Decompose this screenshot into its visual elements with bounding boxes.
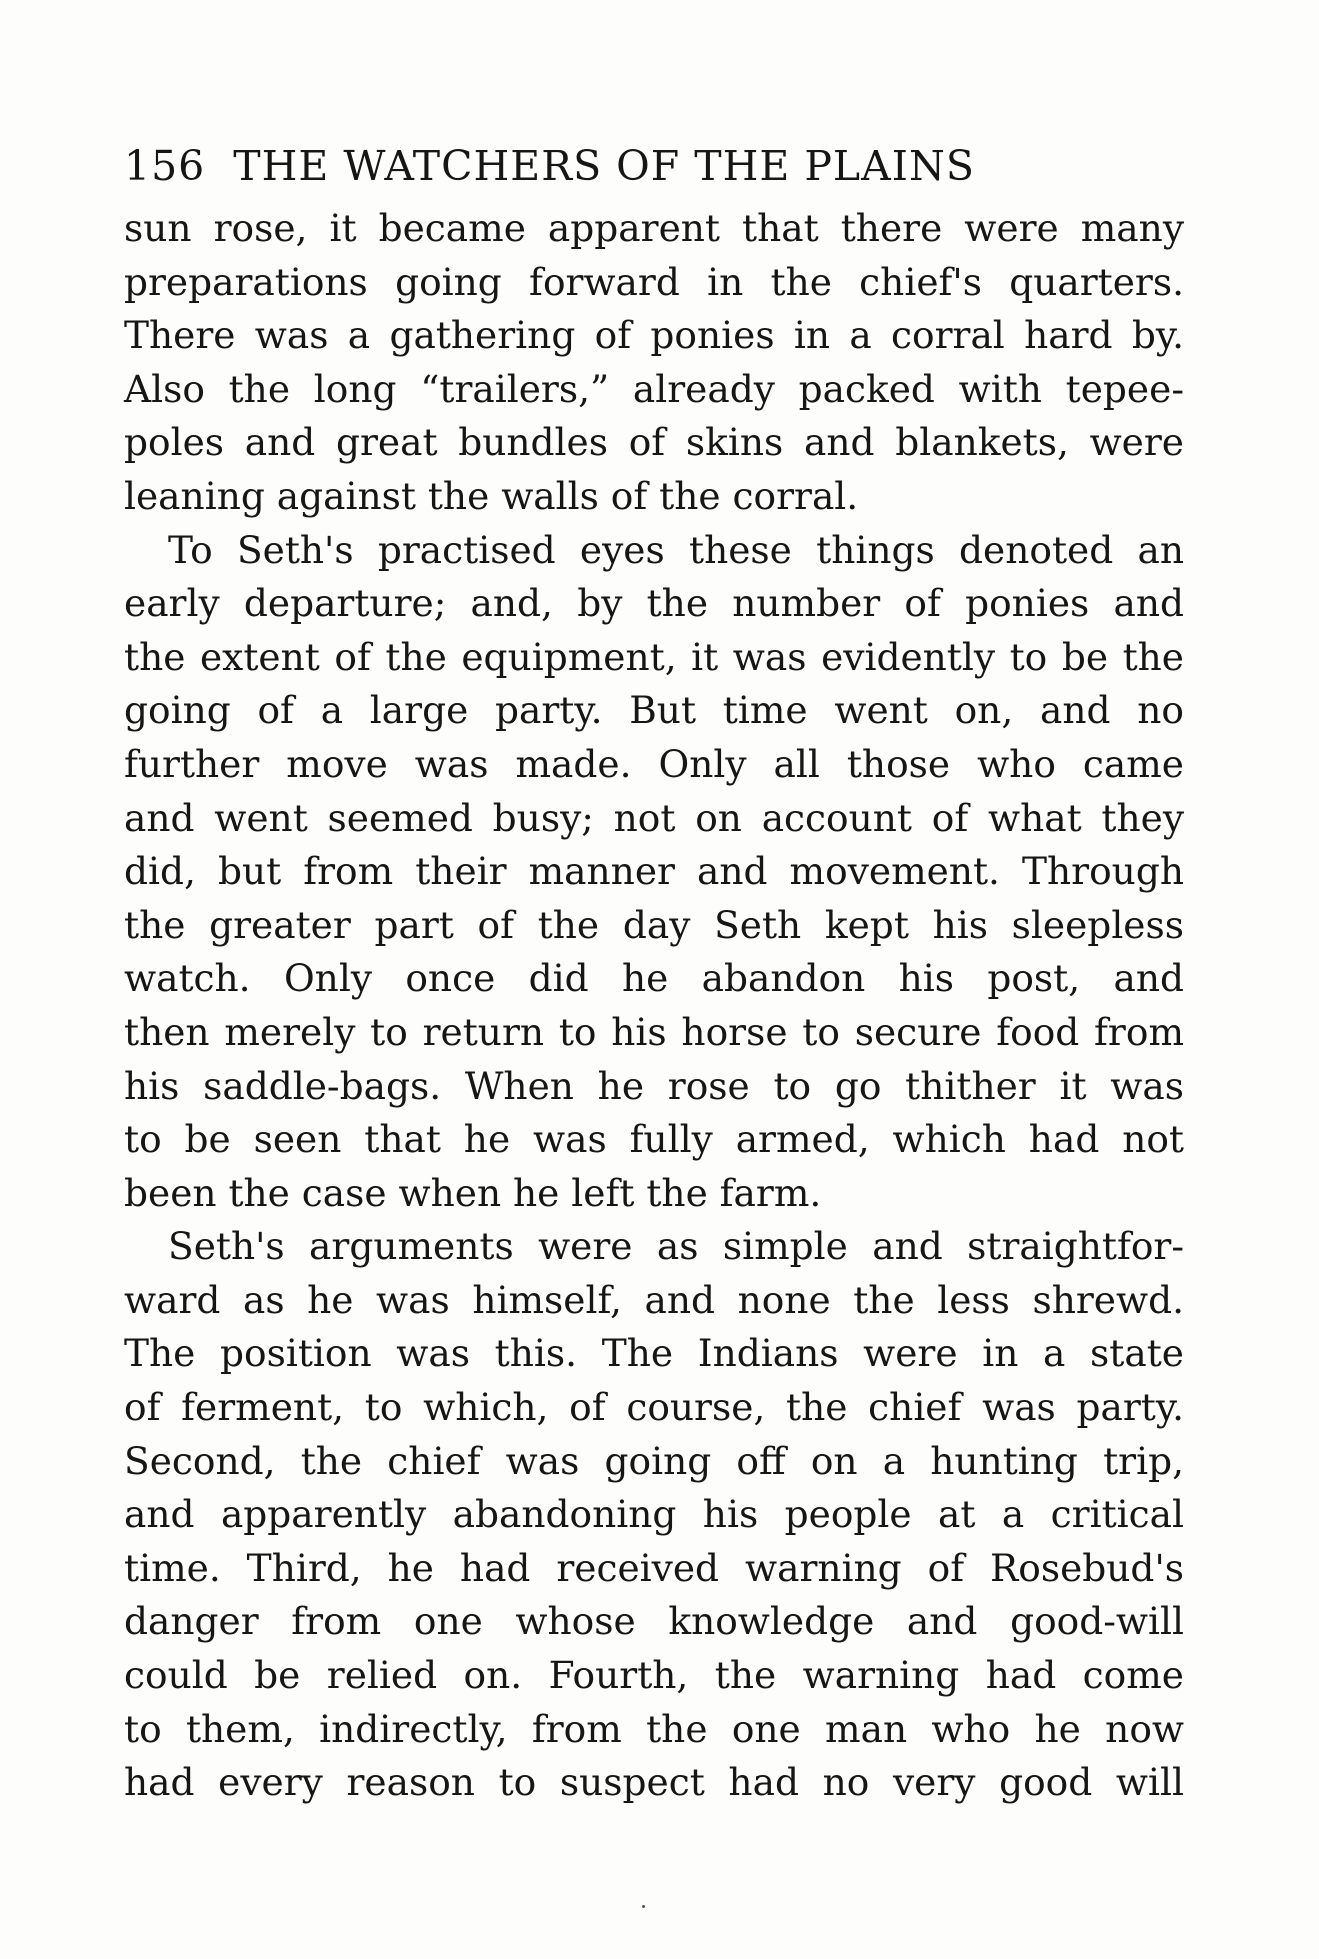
paragraph-2 (124, 524, 1184, 1221)
text-line: could be relied on. Fourth, the warning had come (124, 1653, 1184, 1698)
text-line: poles and great bundles of skins and blankets, were (124, 420, 1184, 465)
printer-mark (642, 1905, 645, 1908)
text-line: the greater part of the day Seth kept his sleepless (124, 902, 1184, 947)
text-line: then merely to return to his horse to secure food from (124, 1009, 1184, 1054)
text-line: Second, the chief was going off on a hunting trip, (124, 1438, 1184, 1483)
text-line: and apparently abandoning his people at a critical (124, 1492, 1184, 1537)
text-line: and went seemed busy; not on account of what they (124, 795, 1184, 840)
text-line: Also the long “trailers,” already packed with tepee- (124, 366, 1184, 411)
text-line: his saddle-bags. When he rose to go thither it was (124, 1063, 1184, 1108)
text-line: ward as he was himself, and none the less shrewd. (124, 1277, 1184, 1322)
text-line: danger from one whose knowledge and good-will (124, 1599, 1184, 1644)
text-line: had every reason to suspect had no very good will (124, 1760, 1184, 1805)
running-title: THE WATCHERS OF THE PLAINS (233, 142, 975, 190)
text-line: Seth's arguments were as simple and straightfor- (168, 1224, 1184, 1269)
page-text (124, 140, 1184, 1810)
text-line: preparations going forward in the chief's quarters. (124, 259, 1184, 304)
text-line: been the case when he left the farm. (124, 1170, 822, 1215)
text-line: the extent of the equipment, it was evidently to be the (124, 634, 1184, 679)
text-line: further move was made. Only all those who came (124, 741, 1184, 786)
paragraph-3 (124, 1220, 1184, 1810)
text-line: going of a large party. But time went on, and no (124, 688, 1184, 733)
text-line: of ferment, to which, of course, the chief was party. (124, 1385, 1184, 1430)
page-number: 156 (124, 142, 206, 190)
text-line: There was a gathering of ponies in a corral hard by. (124, 313, 1184, 358)
text-line: leaning against the walls of the corral. (124, 473, 859, 518)
text-line: To Seth's practised eyes these things denoted an (168, 527, 1184, 572)
running-header (124, 140, 1184, 192)
text-line: time. Third, he had received warning of Rosebud's (124, 1545, 1184, 1590)
paragraph-1 (124, 202, 1184, 524)
text-line: watch. Only once did he abandon his post, and (124, 956, 1184, 1001)
text-line: sun rose, it became apparent that there were many (124, 206, 1184, 250)
text-line: The position was this. The Indians were in a state (124, 1331, 1184, 1376)
text-line: to them, indirectly, from the one man who he now (124, 1706, 1184, 1751)
text-line: to be seen that he was fully armed, which had not (124, 1117, 1184, 1162)
text-line: did, but from their manner and movement. Through (124, 849, 1184, 894)
text-line: early departure; and, by the number of ponies and (124, 581, 1184, 626)
